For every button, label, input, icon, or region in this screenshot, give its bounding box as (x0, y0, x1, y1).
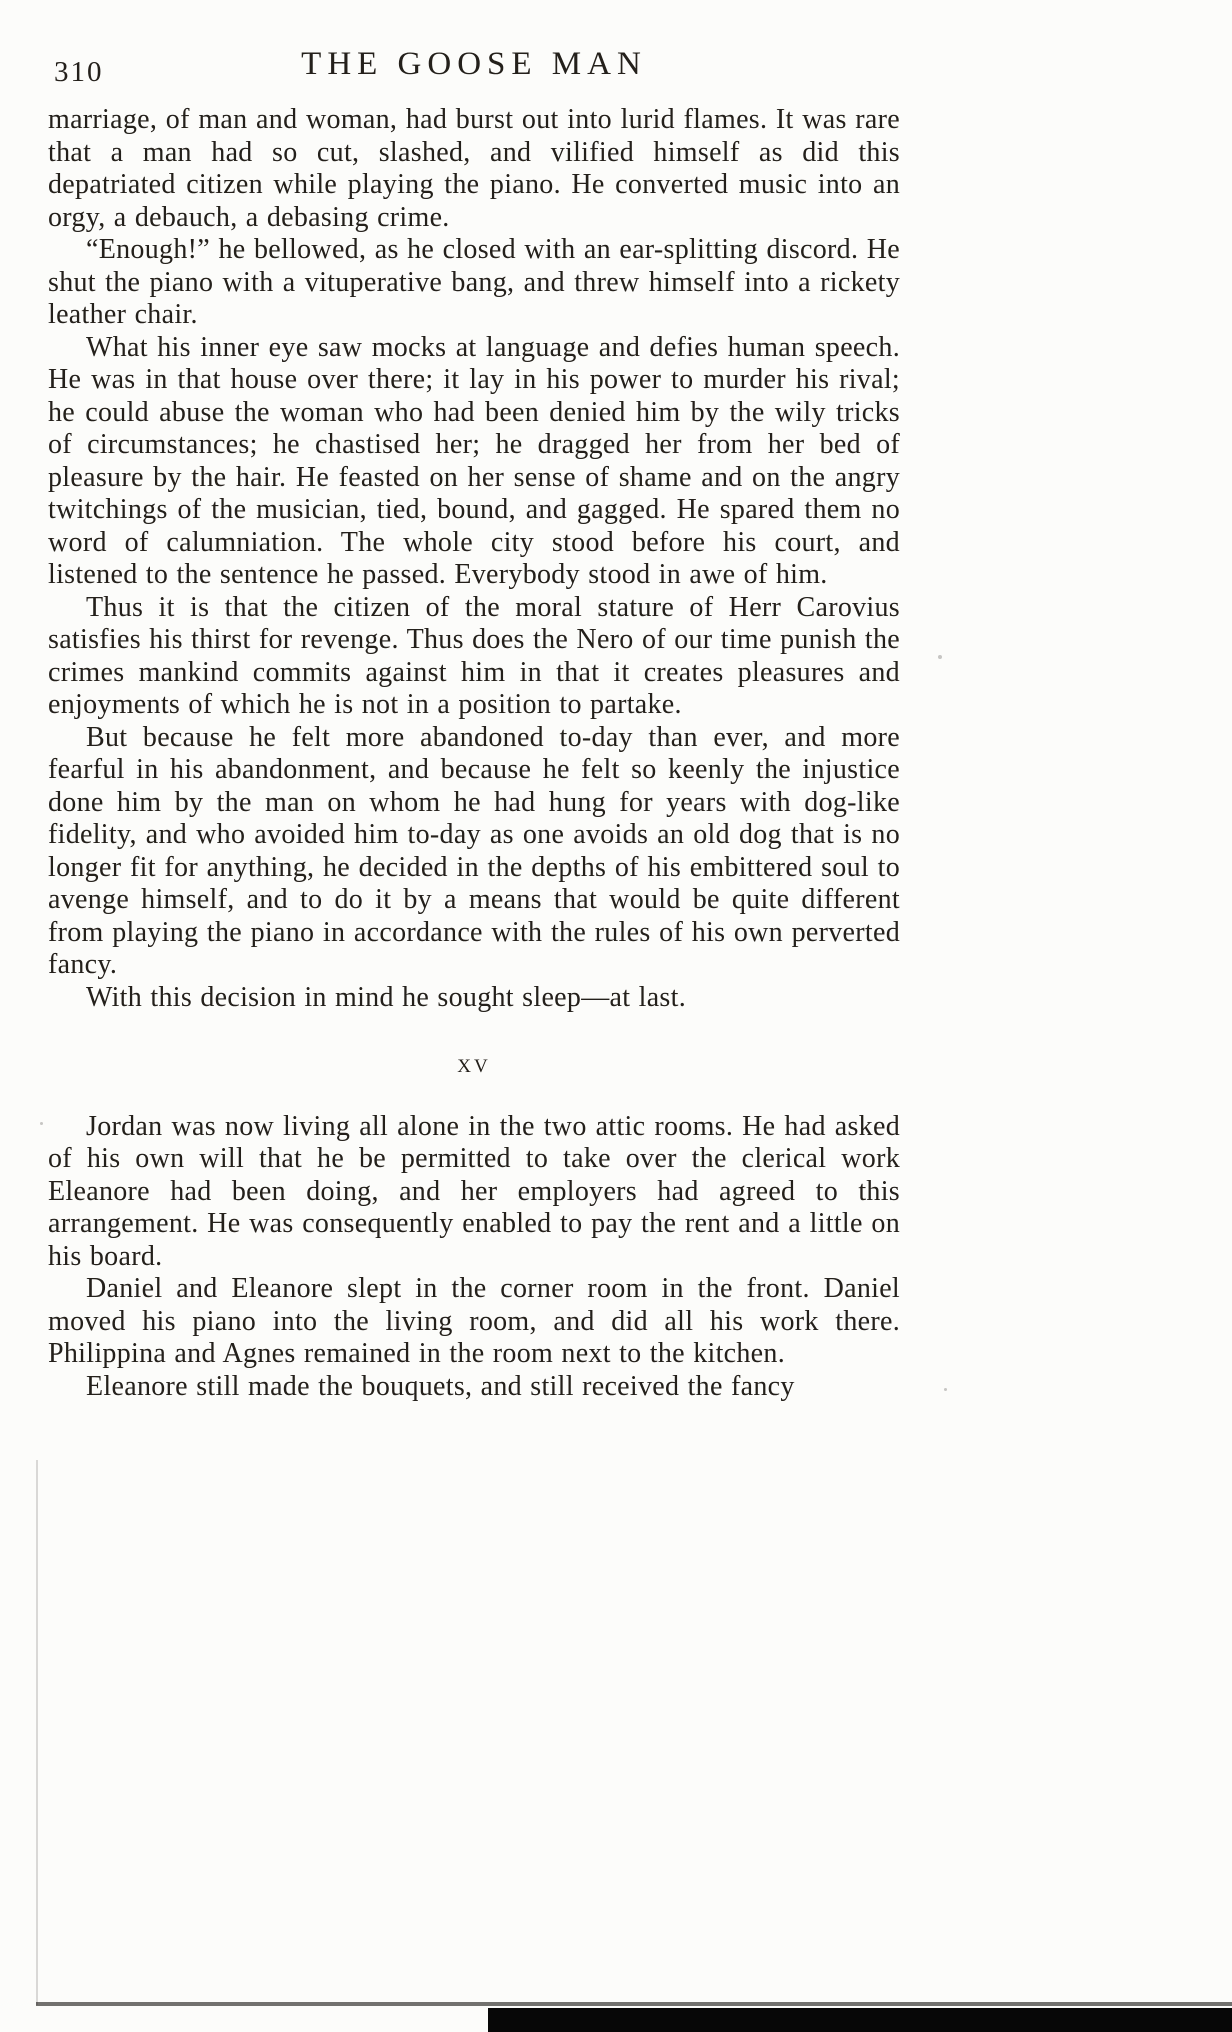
scan-artifact-rule (36, 2002, 1232, 2006)
paragraph: Daniel and Eleanore slept in the corner room in the front. Daniel moved his piano into the living room, and did all his work there. Philippina and Agnes remained in the room next to the kitchen. (48, 1273, 900, 1369)
page-text (48, 104, 900, 1403)
paragraph: Thus it is that the citizen of the moral stature of Herr Carovius satisfies his thirst for revenge. Thus does the Nero of our time punish the crimes mankind commits against him in that it creates pleasures and enjoyments of which he is not in a position to partake. (48, 591, 900, 720)
paragraph: Jordan was now living all alone in the two attic rooms. He had asked of his own will that he be permitted to take over the clerical work Eleanore had been doing, and her employers had agreed to this arrangement. He was consequently enabled to pay the rent and a little on his board. (48, 1110, 900, 1272)
paragraph: Eleanore still made the bouquets, and still received the fancy (86, 1370, 795, 1402)
page-number: 310 (54, 56, 104, 88)
chapter-heading: xv (457, 1048, 491, 1078)
scan-artifact-edge-line (36, 1460, 38, 2005)
paragraph: But because he felt more abandoned to-day than ever, and more fearful in his abandonment, and because he felt so keenly the injustice done him by the man on whom he had hung for years with dog-like fidelity, and who avoided him to-day as one avoids an old dog that is no longer fit for anything, he decided in the depths of his embittered soul to avenge himself, and to do it by a means that would be quite different from playing the piano in accordance with the rules of his own perverted fancy. (48, 721, 900, 980)
paragraph: With this decision in mind he sought sleep—at last. (86, 981, 686, 1013)
scan-artifact-bar (488, 2008, 1232, 2032)
paragraph: “Enough!” he bellowed, as he closed with an ear-splitting discord. He shut the piano with a vituperative bang, and threw himself into a rickety leather chair. (48, 234, 900, 330)
scan-speck (944, 1388, 947, 1391)
paragraph: What his inner eye saw mocks at language and defies human speech. He was in that house over there; it lay in his power to murder his rival; he could abuse the woman who had been denied him by the wily tricks of circumstances; he chastised her; he dragged her from her bed of pleasure by the hair. He feasted on her sense of shame and on the angry twitchings of the musician, tied, bound, and gagged. He spared them no word of calumniation. The whole city stood before his court, and listened to the sentence he passed. Everybody stood in awe of him. (48, 331, 900, 590)
paragraph: marriage, of man and woman, had burst out into lurid flames. It was rare that a man had so cut, slashed, and vilified himself as did this depatriated citizen while playing the piano. He converted music into an orgy, a debauch, a debasing crime. (48, 104, 900, 233)
running-title: THE GOOSE MAN (301, 46, 647, 82)
scan-speck (938, 655, 942, 659)
scan-speck (40, 1122, 43, 1125)
page-header (48, 46, 900, 92)
